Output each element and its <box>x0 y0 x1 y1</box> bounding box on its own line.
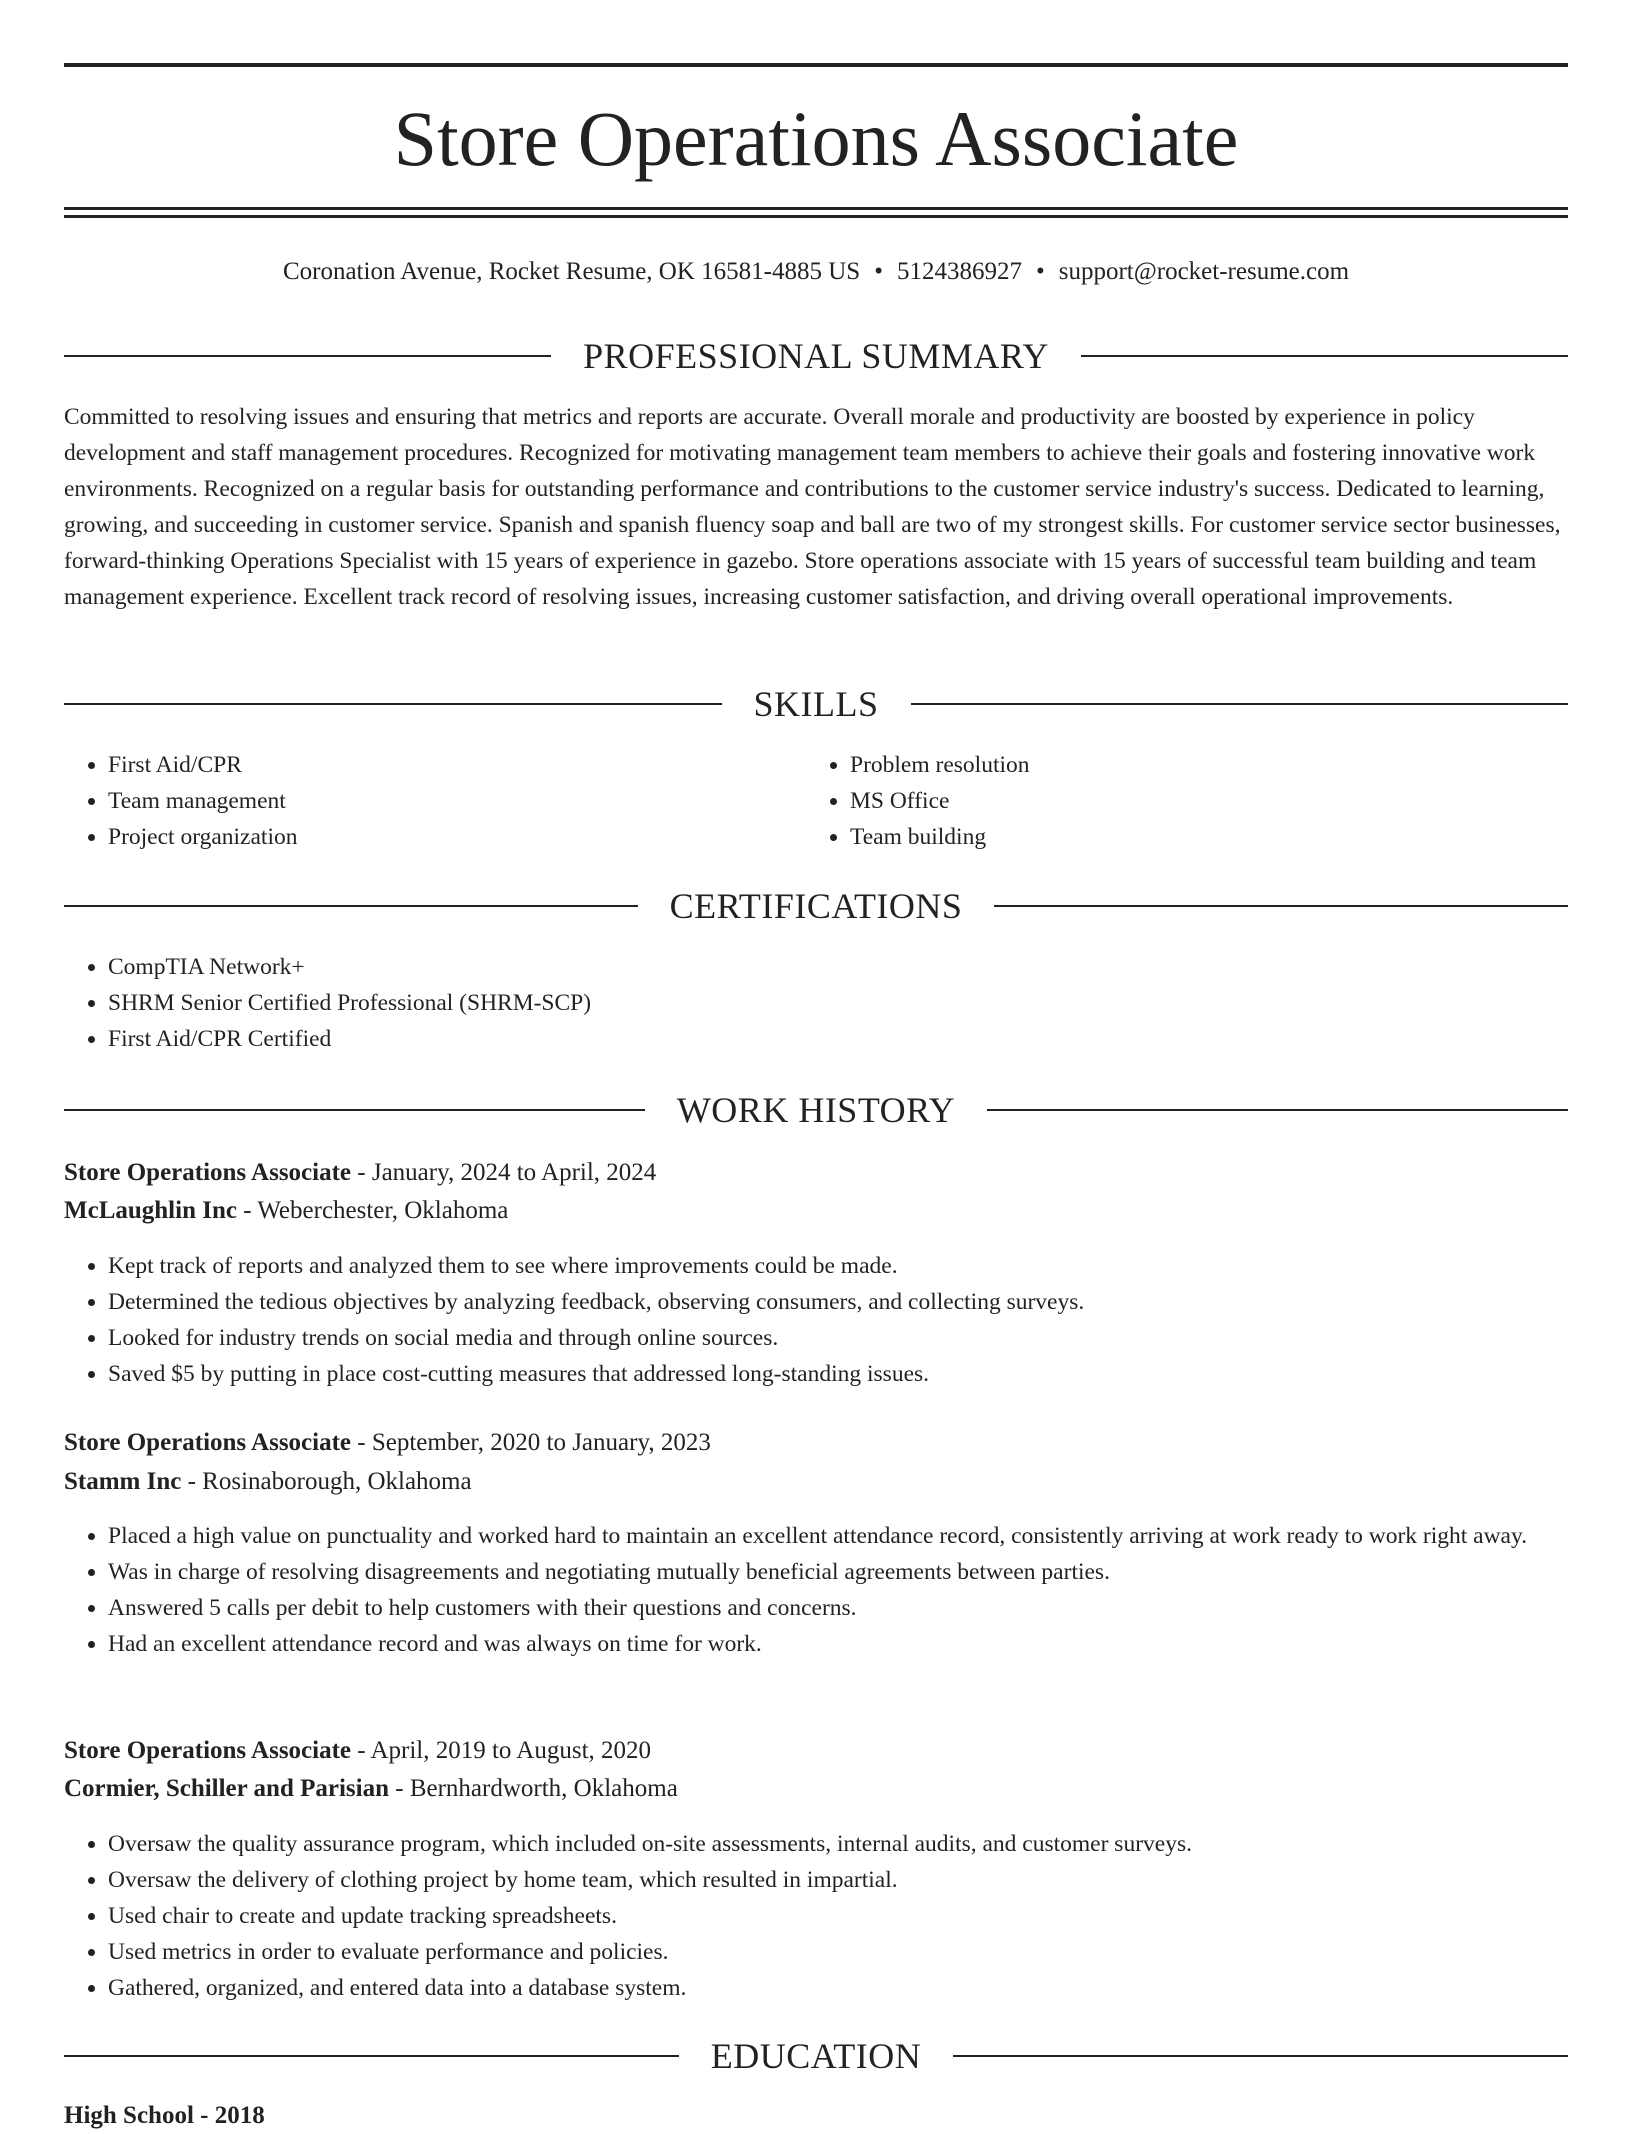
list-item: • Determined the tedious objectives by analyzing feedback, observing consumers, and collecting surveys. <box>108 1284 1568 1320</box>
section-title: EDUCATION <box>710 2036 922 2076</box>
summary-heading <box>64 334 1568 378</box>
education-entry <box>64 2098 1568 2134</box>
contact-separator: • <box>874 258 883 285</box>
contact-phone: 5124386927 <box>896 258 1022 285</box>
list-item: • First Aid/CPR <box>108 747 808 783</box>
section-title: WORK HISTORY <box>676 1090 956 1130</box>
list-item: • Used metrics in order to evaluate performance and policies. <box>108 1934 1568 1970</box>
list-item: • Team management <box>108 783 808 819</box>
list-item: • Kept track of reports and analyzed them to see where improvements could be made. <box>108 1248 1568 1284</box>
job-dates: - January, 2024 to April, 2024 <box>351 1159 657 1186</box>
certifications-heading <box>64 884 1568 928</box>
candidate-name: Store Operations Associate <box>393 95 1239 182</box>
heading-rule <box>64 2055 679 2057</box>
job-company: McLaughlin Inc <box>64 1197 237 1224</box>
contact-email: support@rocket-resume.com <box>1058 258 1350 285</box>
job-title-line <box>64 1155 1568 1191</box>
heading-rule <box>64 703 722 705</box>
list-item: • Used chair to create and update tracking spreadsheets. <box>108 1898 1568 1934</box>
job-company-line <box>64 1464 1568 1500</box>
skills-heading <box>64 682 1568 726</box>
job-company-line <box>64 1193 1568 1229</box>
job-bullets <box>64 1248 1568 1392</box>
job-title: Store Operations Associate <box>64 1159 352 1186</box>
job-location: - Bernhardworth, Oklahoma <box>389 1775 678 1802</box>
section-title: SKILLS <box>753 684 879 724</box>
heading-rule <box>911 703 1569 705</box>
job-title: Store Operations Associate <box>64 1737 352 1764</box>
list-item: • Looked for industry trends on social media and through online sources. <box>108 1320 1568 1356</box>
contact-line <box>64 254 1568 290</box>
list-item: • First Aid/CPR Certified <box>108 1021 1568 1057</box>
list-item: • Team building <box>850 819 1550 855</box>
list-item: • Gathered, organized, and entered data into a database system. <box>108 1970 1568 2006</box>
education-text: High School - 2018 <box>64 2102 265 2129</box>
list-item: • Was in charge of resolving disagreements and negotiating mutually beneficial agreements between parties. <box>108 1554 1612 1590</box>
top-rule <box>64 63 1568 67</box>
heading-rule <box>953 2055 1568 2057</box>
list-item: • Answered 5 calls per debit to help customers with their questions and concerns. <box>108 1590 1612 1626</box>
heading-rule <box>64 355 551 357</box>
job-dates: - April, 2019 to August, 2020 <box>351 1737 652 1764</box>
section-title: PROFESSIONAL SUMMARY <box>583 336 1049 376</box>
job-dates: - September, 2020 to January, 2023 <box>351 1429 711 1456</box>
contact-separator: • <box>1035 258 1045 285</box>
skills-list-right <box>806 747 1550 855</box>
contact-address: Coronation Avenue, Rocket Resume, OK 16581-4885 US <box>282 258 861 285</box>
list-item: • Oversaw the quality assurance program, which included on-site assessments, internal audits, and customer surveys. <box>108 1826 1568 1862</box>
summary-text: Committed to resolving issues and ensuring that metrics and reports are accurate. Overall morale and productivity are boosted by experience in policy development and staff management procedures. Recognized for motivating management team members to achieve their goals and fostering innovative work environments. Recognized on a regular basis for outstanding performance and contributions to the customer service industry's success. Dedicated to learning, growing, and succeeding in customer service. Spanish and spanish fluency soap and ball are two of my strongest skills. For customer service sector businesses, forward-thinking Operations Specialist with 15 years of experience in gazebo. Store operations associate with 15 years of successful team building and team management experience. Excellent track record of resolving issues, increasing customer satisfaction, and driving overall operational improvements. <box>64 404 1561 610</box>
list-item: • Problem resolution <box>850 747 1550 783</box>
list-item: • Saved $5 by putting in place cost-cutting measures that addressed long-standing issues. <box>108 1356 1568 1392</box>
certifications-list <box>64 949 1568 1057</box>
job-company: Cormier, Schiller and Parisian <box>64 1775 389 1802</box>
work-history-heading <box>64 1088 1568 1132</box>
job-company: Stamm Inc <box>64 1468 182 1495</box>
job-company-line <box>64 1771 1568 1807</box>
job-location: - Weberchester, Oklahoma <box>236 1197 509 1224</box>
skills-list-left <box>64 747 808 855</box>
name-rule-lower <box>64 215 1568 218</box>
list-item: • CompTIA Network+ <box>108 949 1568 985</box>
list-item: • Project organization <box>108 819 808 855</box>
heading-rule <box>1081 355 1568 357</box>
heading-rule <box>994 905 1568 907</box>
education-heading <box>64 2034 1568 2078</box>
list-item: • SHRM Senior Certified Professional (SHRM-SCP) <box>108 985 1568 1021</box>
job-title-line <box>64 1733 1568 1769</box>
job-bullets <box>64 1826 1568 2006</box>
name-rule-upper <box>64 207 1568 210</box>
job-location: - Rosinaborough, Oklahoma <box>181 1468 472 1495</box>
heading-rule <box>64 905 638 907</box>
job-title: Store Operations Associate <box>64 1429 352 1456</box>
section-title: CERTIFICATIONS <box>669 886 963 926</box>
job-title-line <box>64 1425 1568 1461</box>
list-item: • Placed a high value on punctuality and worked hard to maintain an excellent attendance record, consistently arriving at work ready to work right away. <box>108 1518 1612 1554</box>
heading-rule <box>64 1109 645 1111</box>
job-bullets <box>64 1518 1612 1662</box>
list-item: • Oversaw the delivery of clothing project by home team, which resulted in impartial. <box>108 1862 1568 1898</box>
list-item: • Had an excellent attendance record and was always on time for work. <box>108 1626 1612 1662</box>
list-item: • MS Office <box>850 783 1550 819</box>
heading-rule <box>987 1109 1568 1111</box>
